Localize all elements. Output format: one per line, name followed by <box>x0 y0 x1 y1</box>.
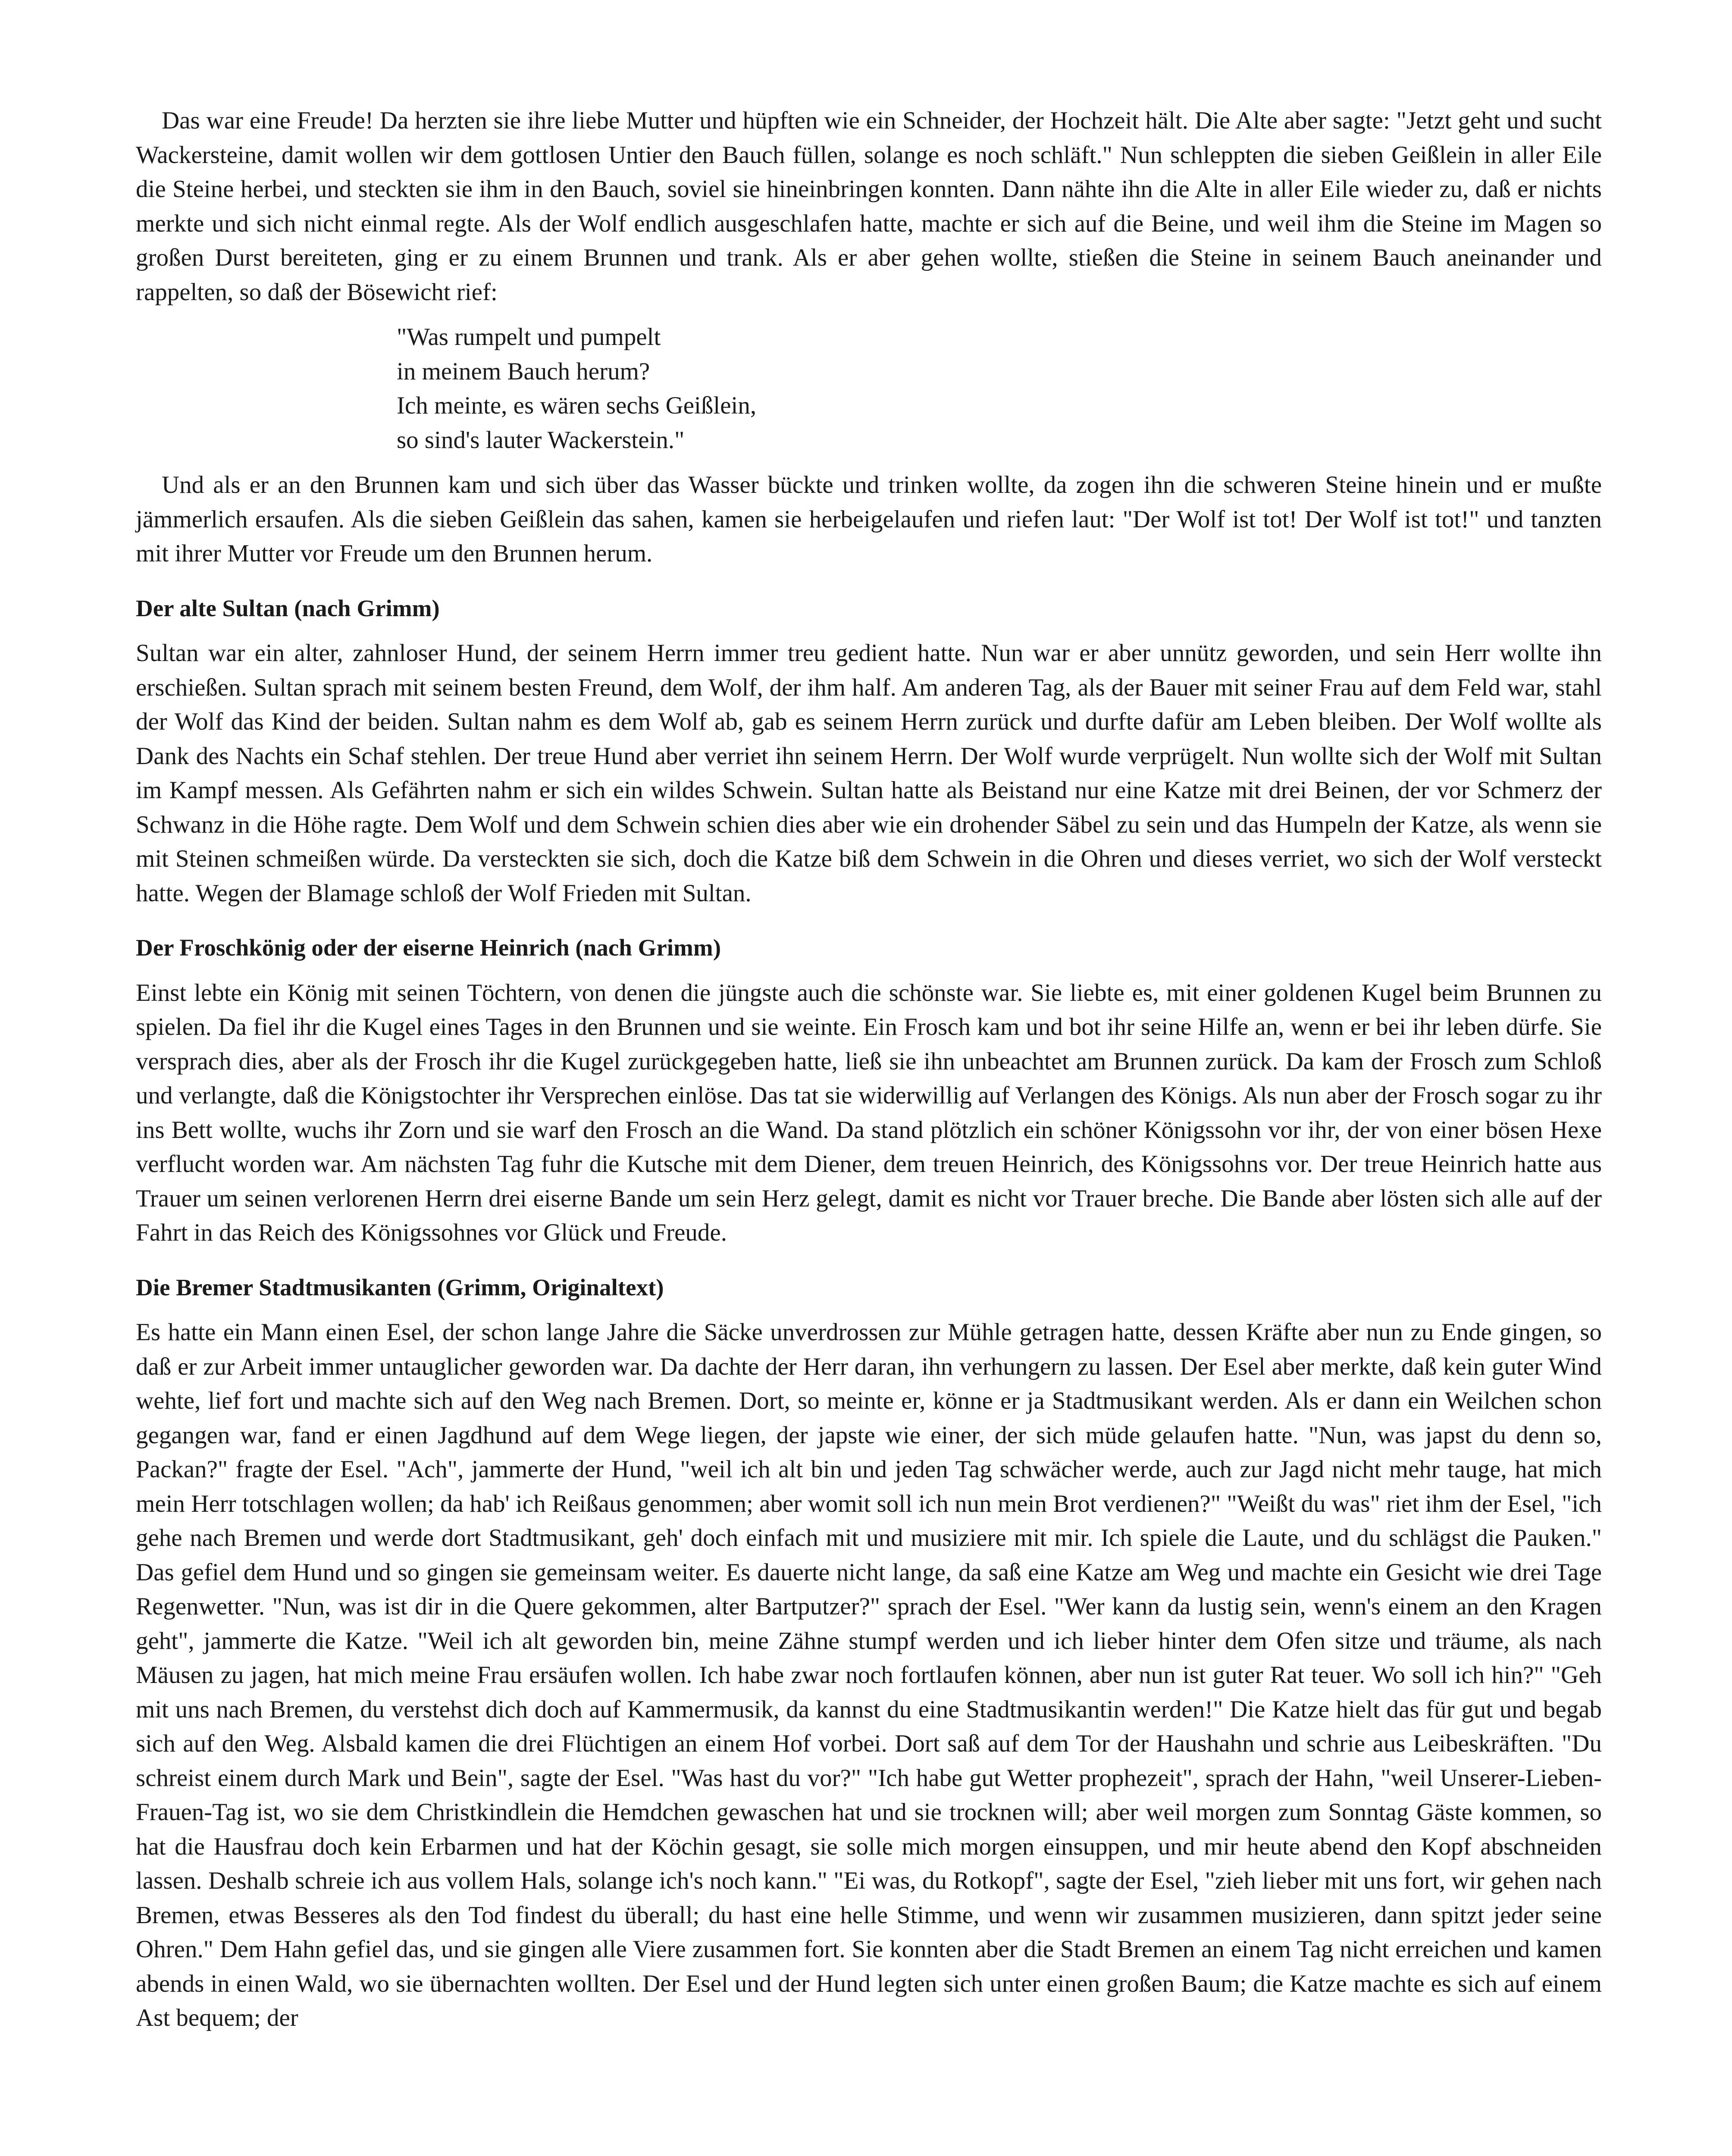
paragraph-geisslein-closing: Und als er an den Brunnen kam und sich über das Wasser bückte und trinken wollte, da zogen ihn die schweren Steine hinein und er mußte jämmerlich ersaufen. Als die sieben Geißlein das sahen, kamen sie herbeigelaufen und riefen laut: "Der Wolf ist tot! Der Wolf ist tot!" und tanzten mit ihrer Mutter vor Freude um den Brunnen herum. <box>136 471 1602 567</box>
paragraph-bremer-stadtmusikanten: Es hatte ein Mann einen Esel, der schon lange Jahre die Säcke unverdrossen zur Mühle getragen hatte, dessen Kräfte aber nun zu Ende gingen, so daß er zur Arbeit immer untauglicher geworden war. Da dachte der Herr daran, ihn verhungern zu lassen. Der Esel aber merkte, daß kein guter Wind wehte, lief fort und machte sich auf den Weg nach Bremen. Dort, so meinte er, könne er ja Stadtmusikant werden. Als er dann ein Weilchen schon gegangen war, fand er einen Jagdhund auf dem Wege liegen, der japste wie einer, der sich müde gelaufen hatte. "Nun, was japst du denn so, Packan?" fragte der Esel. "Ach", jammerte der Hund, "weil ich alt bin und jeden Tag schwächer werde, auch zur Jagd nicht mehr tauge, hat mich mein Herr totschlagen wollen; da hab' ich Reißaus genommen; aber womit soll ich nun mein Brot verdienen?" "Weißt du was" riet ihm der Esel, "ich gehe nach Bremen und werde dort Stadtmusikant, geh' doch einfach mit und musiziere mit mir. Ich spiele die Laute, und du schlägst die Pauken." Das gefiel dem Hund und so gingen sie gemeinsam weiter. Es dauerte nicht lange, da saß eine Katze am Weg und machte ein Gesicht wie drei Tage Regenwetter. "Nun, was ist dir in die Quere gekommen, alter Bartputzer?" sprach der Esel. "Wer kann da lustig sein, wenn's einem an den Kragen geht", jammerte die Katze. "Weil ich alt geworden bin, meine Zähne stumpf werden und ich lieber hinter dem Ofen sitze und träume, als nach Mäusen zu jagen, hat mich meine Frau ersäufen wollen. Ich habe zwar noch fortlaufen können, aber nun ist guter Rat teuer. Wo soll ich hin?" "Geh mit uns nach Bremen, du verstehst dich doch auf Kammermusik, da kannst du eine Stadtmusikantin werden!" Die Katze hielt das für gut und begab sich auf den Weg. Alsbald kamen die drei Flüchtigen an einem Hof vorbei. Dort saß auf dem Tor der Haushahn und schrie aus Leibeskräften. "Du schreist einem durch Mark und Bein", sagte der Esel. "Was hast du vor?" "Ich habe gut Wetter prophezeit", sprach der Hahn, "weil Unserer-Lieben-Frauen-Tag ist, wo sie dem Christkindlein die Hemdchen gewaschen hat und sie trocknen will; aber weil morgen zum Sonntag Gäste kommen, so hat die Hausfrau doch kein Erbarmen und hat der Köchin gesagt, sie solle mich morgen einsuppen, und mir heute abend den Kopf abschneiden lassen. Deshalb schreie ich aus vollem Hals, solange ich's noch kann." "Ei was, du Rotkopf", sagte der Esel, "zieh lieber mit uns fort, wir gehen nach Bremen, etwas Besseres als den Tod findest du überall; du hast eine helle Stimme, und wenn wir zusammen musizieren, dann spitzt jeder seine Ohren." Dem Hahn gefiel das, und sie gingen alle Viere zusammen fort. Sie konnten aber die Stadt Bremen an einem Tag nicht erreichen und kamen abends in einen Wald, wo sie übernachten wollten. Der Esel und der Hund legten sich unter einen großen Baum; die Katze machte es sich auf einem Ast bequem; der <box>136 1319 1602 2031</box>
poem-line: so sind's lauter Wackerstein." <box>397 426 685 454</box>
heading-bremer-stadtmusikanten: Die Bremer Stadtmusikanten (Grimm, Originaltext) <box>136 1274 664 1300</box>
heading-der-alte-sultan: Der alte Sultan (nach Grimm) <box>136 595 440 621</box>
paragraph-der-froschkoenig: Einst lebte ein König mit seinen Töchtern, von denen die jüngste auch die schönste war. Sie liebte es, mit einer goldenen Kugel beim Brunnen zu spielen. Da fiel ihr die Kugel eines Tages in den Brunnen und sie weinte. Ein Frosch kam und bot ihr seine Hilfe an, wenn er bei ihr leben dürfe. Sie versprach dies, aber als der Frosch ihr die Kugel zurückgegeben hatte, ließ sie ihn unbeachtet am Brunnen zurück. Da kam der Frosch zum Schloß und verlangte, daß die Königstochter ihr Versprechen einlöse. Das tat sie widerwillig auf Verlangen des Königs. Als nun aber der Frosch sogar zu ihr ins Bett wollte, wuchs ihr Zorn und sie warf den Frosch an die Wand. Da stand plötzlich ein schöner Königssohn vor ihr, der von einer bösen Hexe verflucht worden war. Am nächsten Tag fuhr die Kutsche mit dem Diener, dem treuen Heinrich, des Königssohns vor. Der treue Heinrich hatte aus Trauer um seinen verlorenen Herrn drei eiserne Bande um sein Herz gelegt, damit es nicht vor Trauer breche. Die Bande aber lösten sich alle auf der Fahrt in das Reich des Königssohnes vor Glück und Freude. <box>136 979 1602 1246</box>
paragraph-geisslein-intro: Das war eine Freude! Da herzten sie ihre liebe Mutter und hüpften wie ein Schneider, der Hochzeit hält. Die Alte aber sagte: "Jetzt geht und sucht Wackersteine, damit wollen wir dem gottlosen Untier den Bauch füllen, solange es noch schläft." Nun schleppten die sieben Geißlein in aller Eile die Steine herbei, und steckten sie ihm in den Bauch, soviel sie hineinbringen konnten. Dann nähte ihn die Alte in aller Eile wieder zu, daß er nichts merkte und sich nicht einmal regte. Als der Wolf endlich ausgeschlafen hatte, machte er sich auf die Beine, und weil ihm die Steine im Magen so großen Durst bereiteten, ging er zu einem Brunnen und trank. Als er aber gehen wollte, stießen die Steine in seinem Bauch aneinander und rappelten, so daß der Bösewicht rief: <box>136 107 1602 306</box>
paragraph-der-alte-sultan: Sultan war ein alter, zahnloser Hund, der seinem Herrn immer treu gedient hatte. Nun war er aber unnütz geworden, und sein Herr wollte ihn erschießen. Sultan sprach mit seinem besten Freund, dem Wolf, der ihm half. Am anderen Tag, als der Bauer mit seiner Frau auf dem Feld war, stahl der Wolf das Kind der beiden. Sultan nahm es dem Wolf ab, gab es seinem Herrn zurück und durfte dafür am Leben bleiben. Der Wolf wollte als Dank des Nachts ein Schaf stehlen. Der treue Hund aber verriet ihn seinem Herrn. Der Wolf wurde verprügelt. Nun wollte sich der Wolf mit Sultan im Kampf messen. Als Gefährten nahm er sich ein wildes Schwein. Sultan hatte als Beistand nur eine Katze mit drei Beinen, der vor Schmerz der Schwanz in die Höhe ragte. Dem Wolf und dem Schwein schien dies aber wie ein drohender Säbel zu sein und das Humpeln der Katze, als wenn sie mit Steinen schmeißen würde. Da versteckten sie sich, doch die Katze biß dem Schwein in die Ohren und dieses verriet, wo sich der Wolf versteckt hatte. Wegen der Blamage schloß der Wolf Frieden mit Sultan. <box>136 639 1602 907</box>
heading-der-froschkoenig: Der Froschkönig oder der eiserne Heinrich (nach Grimm) <box>136 934 721 961</box>
page-content <box>136 103 1602 2035</box>
poem-line: in meinem Bauch herum? <box>397 357 650 385</box>
poem-block <box>397 320 1602 457</box>
poem-line: "Was rumpelt und pumpelt <box>397 323 661 351</box>
poem-line: Ich meinte, es wären sechs Geißlein, <box>397 392 757 419</box>
